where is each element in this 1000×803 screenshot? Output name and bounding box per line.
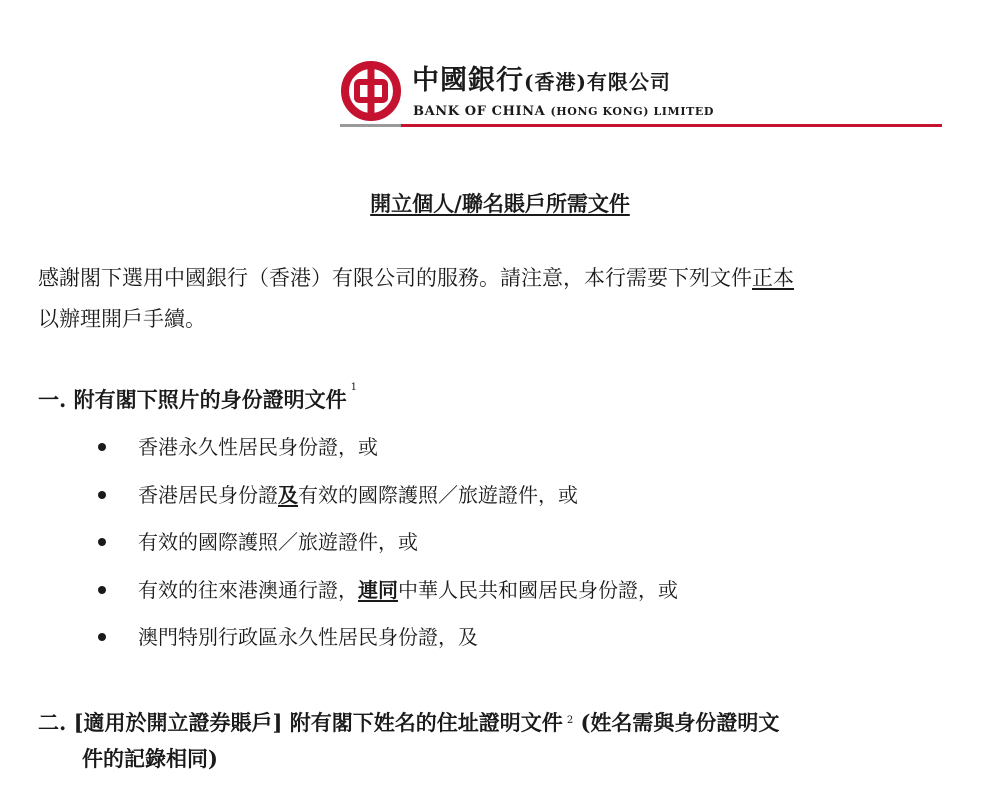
section-1-number: 一.	[38, 387, 67, 412]
bullet-icon	[98, 633, 106, 641]
list-item-emphasis: 連同	[358, 577, 398, 602]
bank-name-cn-main: 中國銀行	[412, 65, 524, 96]
section-2-footnote: 2	[566, 715, 574, 726]
intro-paragraph	[38, 258, 918, 340]
intro-text-after: 以辦理開戶手續。	[38, 307, 206, 331]
section-1-heading	[38, 384, 357, 414]
bank-name-chinese	[412, 58, 671, 97]
bank-name-english	[413, 104, 714, 119]
bank-name-cn-suffix: (香港)有限公司	[524, 70, 671, 94]
letterhead-rule-grey	[340, 124, 401, 127]
list-item-text-after: 中華人民共和國居民身份證，或	[398, 577, 678, 602]
bullet-icon	[98, 586, 106, 594]
bullet-icon	[98, 443, 106, 451]
section-2-heading	[38, 705, 938, 777]
letterhead-rule-red	[401, 124, 942, 127]
list-item-text-after: 有效的國際護照／旅遊證件，或	[298, 482, 578, 507]
list-item-text: 香港居民身份證	[138, 482, 278, 507]
bullet-icon	[98, 491, 106, 499]
list-item-text: 有效的往來港澳通行證，	[138, 577, 358, 602]
list-item-text: 香港永久性居民身份證，或	[138, 435, 378, 459]
bank-name-en-main: BANK OF CHINA	[413, 104, 546, 119]
bank-name-en-suffix: (HONG KONG) LIMITED	[550, 105, 714, 118]
list-item-text: 澳門特別行政區永久性居民身份證，及	[138, 625, 478, 649]
section-2-title: [適用於開立證券賬戶] 附有閣下姓名的住址證明文件	[73, 710, 563, 735]
section-2-title-continued: 件的記錄相同)	[82, 746, 218, 771]
section-1-footnote: 1	[350, 382, 357, 393]
section-2-title-note: (姓名需與身份證明文	[573, 710, 780, 735]
list-item-emphasis: 及	[278, 482, 298, 507]
document-title: 開立個人/聯名賬戶所需文件	[370, 191, 630, 216]
intro-emphasis: 正本	[752, 266, 794, 290]
intro-text-before: 感謝閣下選用中國銀行（香港）有限公司的服務。請注意，本行需要下列文件	[38, 266, 752, 290]
section-2-number: 二.	[38, 710, 67, 735]
bullet-icon	[98, 538, 106, 546]
section-1-title: 附有閣下照片的身份證明文件	[73, 387, 347, 412]
bank-of-china-logo-icon	[340, 60, 402, 122]
list-item-text: 有效的國際護照／旅遊證件，或	[138, 530, 418, 554]
letterhead	[340, 52, 942, 132]
